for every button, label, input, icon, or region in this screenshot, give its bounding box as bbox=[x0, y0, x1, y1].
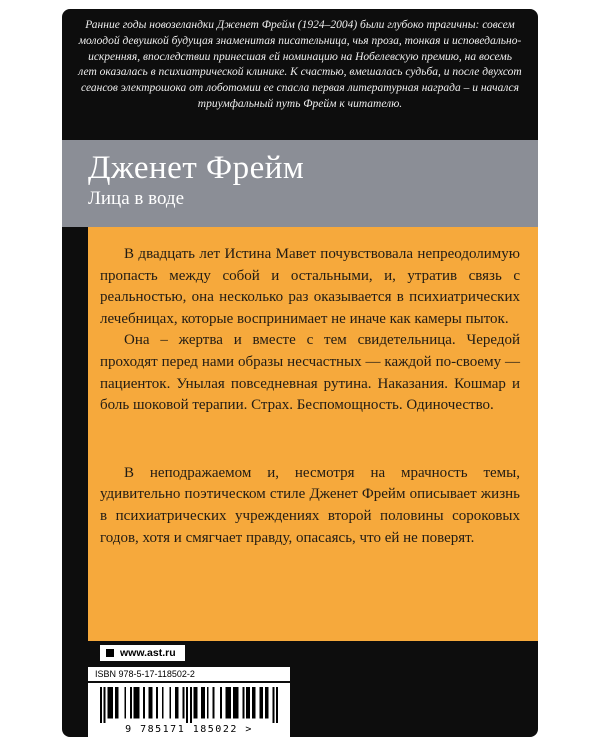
synopsis-panel bbox=[88, 227, 538, 641]
square-bullet-icon bbox=[106, 649, 114, 657]
publisher-website bbox=[100, 645, 185, 661]
synopsis-paragraph: В двадцать лет Истина Мавет почувствовала непреодолимую пропасть между собой и остальными, и, утратив связь с реальностью, она несколько раз оказывается в психиатрических лечебницах, которые воспринимает не иначе как камеры пыток. bbox=[100, 246, 520, 327]
title-band bbox=[62, 140, 538, 227]
synopsis-paragraph: В неподражаемом и, несмотря на мрачность темы, удивительно поэтическом стиле Дженет Фрейм описывает жизнь в психиатрических учреждениях второй половины сороковых годов, хотя и смягчает правду, опасаясь, что ей не поверят. bbox=[100, 464, 520, 546]
book-title: Лица в воде bbox=[88, 188, 185, 209]
website-label: www.ast.ru bbox=[120, 647, 176, 659]
book-back-cover bbox=[62, 9, 538, 737]
barcode-bars-icon bbox=[100, 687, 278, 723]
annotation-text: Ранние годы новозеландки Дженет Фрейм (1924–2004) были глубоко трагичны: совсем молодой девушкой будущая знаменитая писательница, чья проза, тонкая и исповедально-искренняя, впоследствии принесшая ей номинацию на Нобелевскую премию, на восемь лет оказалась в психиатрической клинике. К счастью, вмешалась судьба, и после двухсот сеансов электрошока от лоботомии ее спасла первая литературная награда – и начался триумфальный путь Фрейм к читателю. bbox=[78, 19, 522, 110]
barcode-digits: 9 785171 185022 > bbox=[125, 724, 253, 735]
barcode bbox=[88, 683, 290, 737]
synopsis-paragraph: Она – жертва и вместе с тем свидетельница. Чередой проходят перед нами образы несчастных — каждой по-своему — пациенток. Унылая повседневная рутина. Наказания. Кошмар и боль шоковой терапии. Страх. Беспомощность. Одиночество. bbox=[100, 332, 520, 414]
book-author: Дженет Фрейм bbox=[88, 150, 305, 186]
isbn-label: ISBN 978-5-17-118502-2 bbox=[88, 667, 290, 681]
